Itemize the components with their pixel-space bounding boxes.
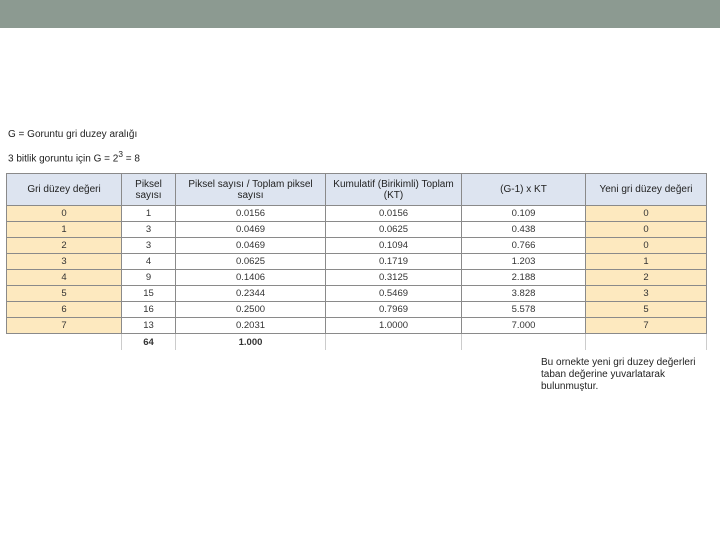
table-cell: 5	[586, 302, 707, 318]
table-cell: 3	[7, 254, 122, 270]
table-cell: 16	[122, 302, 176, 318]
table-cell: 0.1406	[176, 270, 326, 286]
table-cell: 0.3125	[326, 270, 462, 286]
table-row	[7, 206, 707, 222]
table-cell: 0.7969	[326, 302, 462, 318]
table-cell: 5.578	[462, 302, 586, 318]
table-row	[7, 270, 707, 286]
table-cell: 0.766	[462, 238, 586, 254]
table-cell: 0.2031	[176, 318, 326, 334]
table-cell: 0.0625	[176, 254, 326, 270]
table-cell: 3	[586, 286, 707, 302]
table-cell: 0.0156	[176, 206, 326, 222]
histogram-equalization-table	[6, 173, 707, 350]
table-cell: 7	[586, 318, 707, 334]
table-cell: 13	[122, 318, 176, 334]
table-cell: 4	[7, 270, 122, 286]
table-cell: 0	[586, 206, 707, 222]
total-cell: 1.000	[176, 334, 326, 351]
table-cell: 1	[7, 222, 122, 238]
total-cell: 64	[122, 334, 176, 351]
column-header: Yeni gri düzey değeri	[586, 174, 707, 206]
table-cell: 0.438	[462, 222, 586, 238]
table-row	[7, 254, 707, 270]
table-cell: 5	[7, 286, 122, 302]
table-cell: 0.1094	[326, 238, 462, 254]
table-cell: 0.109	[462, 206, 586, 222]
table-cell: 3	[122, 238, 176, 254]
table-row	[7, 238, 707, 254]
table-cell: 15	[122, 286, 176, 302]
table-cell: 2	[586, 270, 707, 286]
table-cell: 0	[586, 222, 707, 238]
table-cell: 9	[122, 270, 176, 286]
total-cell	[462, 334, 586, 351]
table-cell: 7.000	[462, 318, 586, 334]
table-row	[7, 302, 707, 318]
column-header: Kumulatif (Birikimli) Toplam (KT)	[326, 174, 462, 206]
table-row	[7, 286, 707, 302]
table-cell: 1.203	[462, 254, 586, 270]
table-cell: 1	[122, 206, 176, 222]
table-cell: 0.0469	[176, 222, 326, 238]
table-row	[7, 318, 707, 334]
column-header: Gri düzey değeri	[7, 174, 122, 206]
table-cell: 0	[7, 206, 122, 222]
total-cell	[7, 334, 122, 351]
column-header: (G-1) x KT	[462, 174, 586, 206]
table-cell: 0.0156	[326, 206, 462, 222]
table-cell: 3	[122, 222, 176, 238]
table-cell: 6	[7, 302, 122, 318]
table-cell: 4	[122, 254, 176, 270]
note-text: Bu ornekte yeni gri duzey değerleri taban değerine yuvarlatarak bulunmuştur.	[541, 357, 696, 392]
table-cell: 0	[586, 238, 707, 254]
table-cell: 0.2344	[176, 286, 326, 302]
table-cell: 3.828	[462, 286, 586, 302]
column-header: Piksel sayısı	[122, 174, 176, 206]
table-cell: 0.0469	[176, 238, 326, 254]
formula-line: 3 bitlik goruntu için $G = 2^3 = 8$	[8, 149, 140, 165]
table-cell: 0.1719	[326, 254, 462, 270]
table-cell: 2	[7, 238, 122, 254]
definition-line: G = Goruntu gri duzey aralığı	[8, 129, 138, 140]
table-cell: 1	[586, 254, 707, 270]
top-bar	[0, 0, 720, 28]
table-cell: 0.0625	[326, 222, 462, 238]
table-cell: 0.5469	[326, 286, 462, 302]
totals-row	[7, 334, 707, 351]
table-cell: 0.2500	[176, 302, 326, 318]
table-cell: 2.188	[462, 270, 586, 286]
table-row	[7, 222, 707, 238]
total-cell	[326, 334, 462, 351]
table-cell: 7	[7, 318, 122, 334]
column-header: Piksel sayısı / Toplam piksel sayısı	[176, 174, 326, 206]
table-cell: 1.0000	[326, 318, 462, 334]
total-cell	[586, 334, 707, 351]
